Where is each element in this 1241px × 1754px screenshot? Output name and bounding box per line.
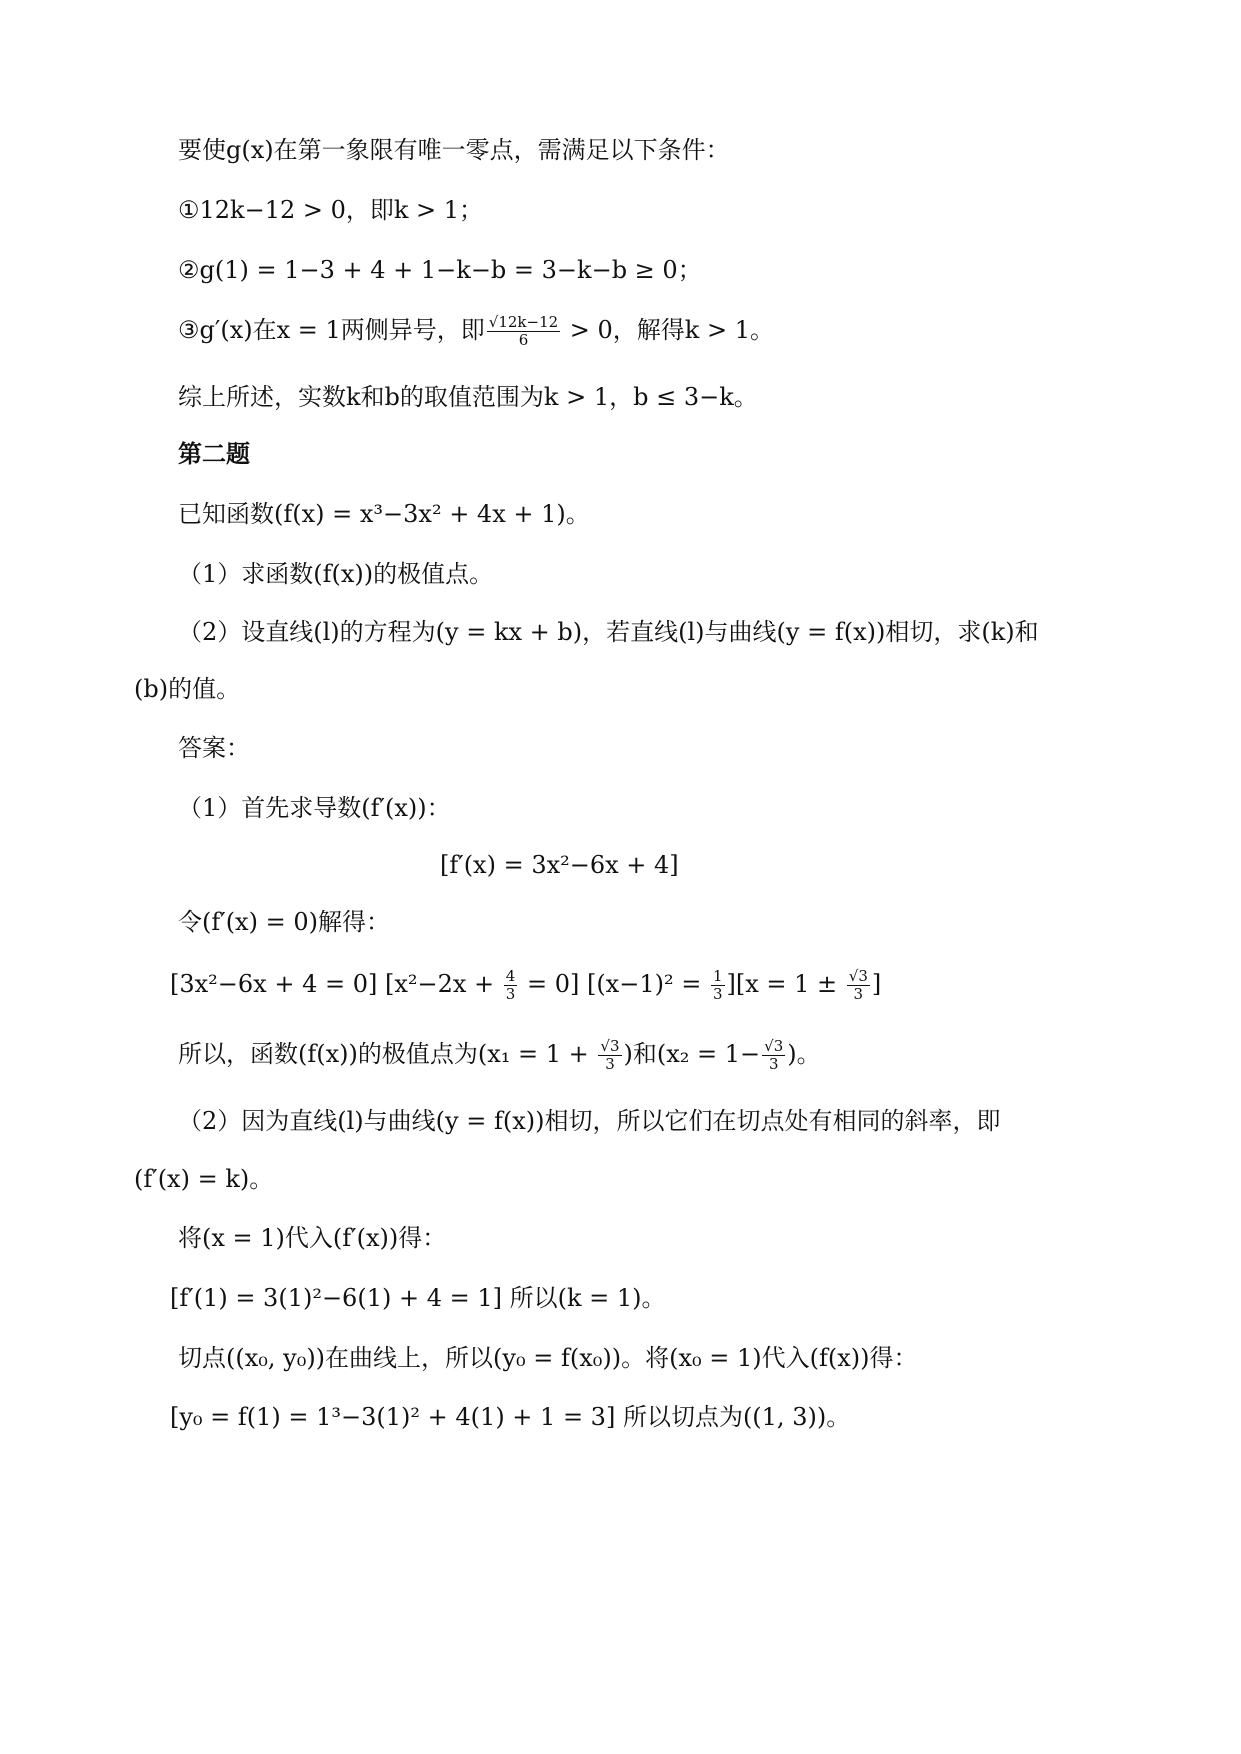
fraction-denominator: 3	[712, 985, 723, 1003]
condition-2: ②g(1) = 1−3 + 4 + 1−k−b = 3−k−b ≥ 0；	[178, 256, 702, 284]
fraction-denominator: 3	[853, 985, 864, 1003]
problem-function: 已知函数(f(x) = x³−3x² + 4x + 1)。	[178, 500, 590, 528]
solve-step-d: ]	[871, 970, 882, 998]
section-heading: 第二题	[178, 439, 250, 468]
condition-3-pre: ③g′(x)在x = 1两侧异号，即	[178, 316, 485, 344]
fraction-numerator: √3	[600, 1037, 620, 1055]
extreme-points	[178, 1037, 821, 1073]
condition-3	[178, 313, 774, 349]
extreme-points-post: )。	[787, 1040, 821, 1068]
answer-label: 答案：	[178, 734, 250, 762]
fraction-sqrt-12k	[487, 314, 560, 349]
fraction-sqrt3-3-a	[598, 1038, 621, 1073]
answer-1-intro: （1）首先求导数(f′(x))：	[178, 794, 451, 822]
fraction-numerator: 4	[505, 967, 516, 985]
solve-step-b: = 0] [(x−1)² =	[519, 970, 709, 998]
question-2-cont: (b)的值。	[134, 675, 241, 703]
question-1: （1）求函数(f(x))的极值点。	[178, 560, 494, 588]
fraction-denominator: 3	[768, 1055, 779, 1073]
solve-step-c: ][x = 1 ±	[726, 970, 845, 998]
set-derivative-zero: 令(f′(x) = 0)解得：	[178, 908, 390, 936]
slope-result: [f′(1) = 3(1)²−6(1) + 4 = 1] 所以(k = 1)。	[170, 1284, 666, 1312]
solve-step-a: [3x²−6x + 4 = 0] [x²−2x +	[170, 970, 502, 998]
answer-2-cont: (f′(x) = k)。	[134, 1165, 274, 1193]
condition-intro: 要使g(x)在第一象限有唯一零点，需满足以下条件：	[178, 136, 730, 164]
condition-1: ①12k−12 > 0，即k > 1；	[178, 196, 484, 224]
fraction-1-3	[711, 968, 725, 1003]
fraction-sqrt3-3-b	[762, 1038, 785, 1073]
tangent-point-intro: 切点((x₀, y₀))在曲线上，所以(y₀ = f(x₀))。将(x₀ = 1)代入(f(x))得：	[178, 1344, 918, 1372]
condition-3-post: > 0，解得k > 1。	[562, 316, 774, 344]
derivative-equation: [f′(x) = 3x²−6x + 4]	[440, 851, 679, 879]
fraction-numerator: √12k−12	[488, 313, 559, 331]
fraction-denominator: 6	[518, 331, 529, 349]
fraction-sqrt3-3	[847, 968, 870, 1003]
substitute-x1: 将(x = 1)代入(f′(x))得：	[178, 1224, 447, 1252]
solve-steps	[170, 967, 881, 1003]
fraction-denominator: 3	[505, 985, 516, 1003]
question-2: （2）设直线(l)的方程为(y = kx + b)，若直线(l)与曲线(y = f(x))相切，求(k)和	[178, 618, 1039, 646]
extreme-points-mid: )和(x₂ = 1−	[623, 1040, 761, 1068]
extreme-points-pre: 所以，函数(f(x))的极值点为(x₁ = 1 +	[178, 1040, 597, 1068]
fraction-numerator: 1	[712, 967, 723, 985]
fraction-denominator: 3	[605, 1055, 615, 1073]
fraction-numerator: √3	[848, 967, 868, 985]
fraction-numerator: √3	[764, 1037, 784, 1055]
fraction-4-3	[504, 968, 518, 1003]
tangent-point-result: [y₀ = f(1) = 1³−3(1)² + 4(1) + 1 = 3] 所以切点为((1, 3))。	[170, 1403, 851, 1431]
answer-2-intro: （2）因为直线(l)与曲线(y = f(x))相切，所以它们在切点处有相同的斜率，即	[178, 1107, 1001, 1135]
summary-range: 综上所述，实数k和b的取值范围为k > 1，b ≤ 3−k。	[178, 383, 758, 411]
